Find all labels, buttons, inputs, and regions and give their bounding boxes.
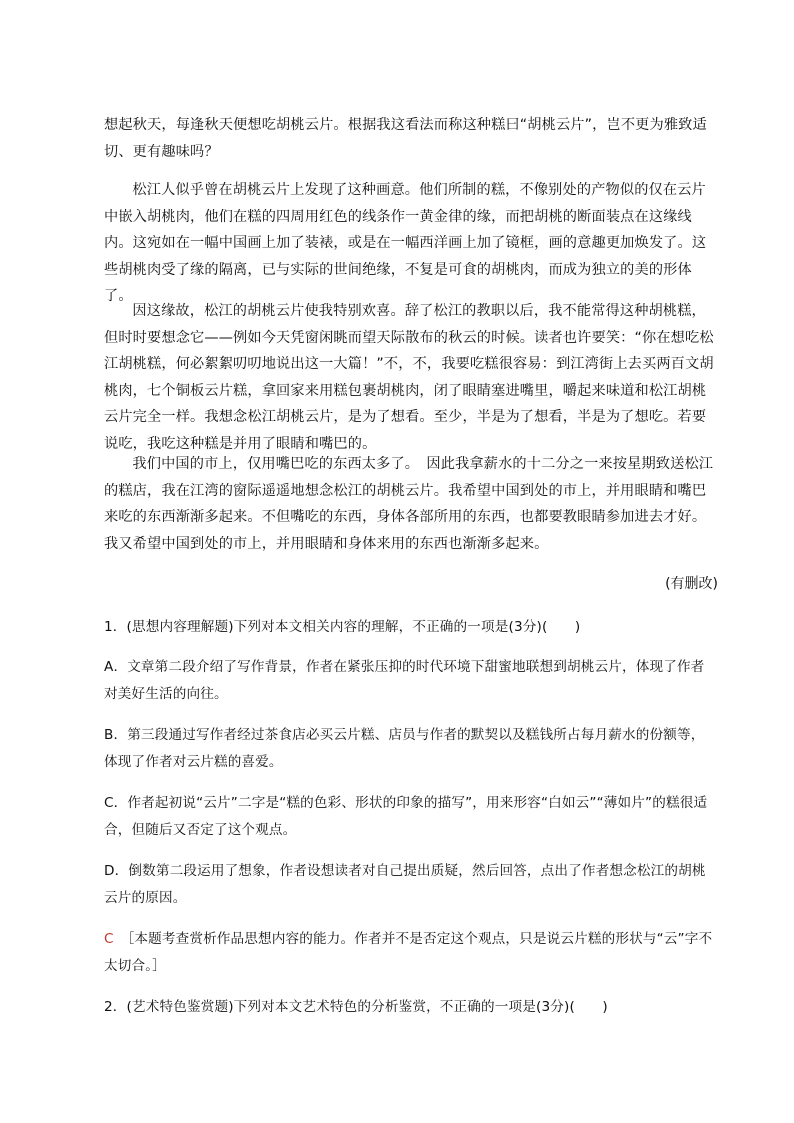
article-paragraph-4: 我们中国的市上，仅用嘴巴吃的东西太多了。 因此我拿薪水的十二分之一来按星期致送松江的糕店，我在江湾的窗际遥遥地想念松江的胡桃云片。我希望中国到处的市上，并用眼睛和嘴巴来吃的东西渐渐多起来。不但嘴吃的东西，身体各部所用的东西，也都要教眼睛参加进去才好。我又希望中国到处的市上，并用眼睛和身体来用的东西也渐渐多起来。 [104,456,714,552]
question-1-option-d: D．倒数第二段运用了想象，作者设想读者对自己提出质疑，然后回答，点出了作者想念松江的胡桃云片的原因。 [104,863,706,906]
question-1-option-b: B．第三段通过写作者经过茶食店必买云片糕、店员与作者的默契以及糕钱所占每月薪水的份额等，体现了作者对云片糕的喜爱。 [104,727,705,770]
answer-explanation: ［本题考查赏析作品思想内容的能力。作者并不是否定这个观点，只是说云片糕的形状与“云”字不太切合。］ [104,931,713,974]
question-2-stem: 2．(艺术特色鉴赏题)下列对本文艺术特色的分析鉴赏，不正确的一项是(3分)( ) [104,999,608,1015]
article-paragraph-1: 想起秋天，每逢秋天便想吃胡桃云片。根据我这看法而称这种糕曰“胡桃云片”，岂不更为雅致适切、更有趣味吗？ [104,117,707,160]
article-paragraph-3: 因这缘故，松江的胡桃云片使我特别欢喜。辞了松江的教职以后，我不能常得这种胡桃糕，但时时要想念它——例如今天凭窗闲眺而望天际散布的秋云的时候。读者也许要笑：“你在想吃松江胡桃糕，何必絮絮叨叨地说出这一大篇！”不，不，我要吃糕很容易：到江湾街上去买两百文胡桃肉，七个铜板云片糕，拿回家来用糕包裹胡桃肉，闭了眼睛塞进嘴里，嚼起来味道和松江胡桃云片完全一样。我想念松江胡桃云片，是为了想看。至少，半是为了想看，半是为了想吃。若要说吃，我吃这种糕是并用了眼睛和嘴巴的。 [104,303,714,452]
question-1-answer [104,926,718,979]
answer-letter: C [104,931,114,947]
article-paragraph-2: 松江人似乎曾在胡桃云片上发现了这种画意。他们所制的糕，不像别处的产物似的仅在云片中嵌入胡桃肉，他们在糕的四周用红色的线条作一黄金律的缘，而把胡桃的断面装点在这缘线内。这宛如在一幅中国画上加了装裱，或是在一幅西洋画上加了镜框，画的意趣更加焕发了。这些胡桃肉受了缘的隔离，已与实际的世间绝缘，不复是可食的胡桃肉，而成为独立的美的形体了。 [104,182,707,304]
source-note: (有删改) [665,576,718,592]
question-1-option-a: A．文章第二段介绍了写作背景，作者在紧张压抑的时代环境下甜蜜地联想到胡桃云片，体现了作者对美好生活的向往。 [104,659,705,702]
question-1-option-c: C．作者起初说“云片”二字是“糕的色彩、形状的印象的描写”，用来形容“白如云”“薄如片”的糕很适合，但随后又否定了这个观点。 [104,795,708,838]
question-1-stem: 1．(思想内容理解题)下列对本文相关内容的理解，不正确的一项是(3分)( ) [104,619,581,635]
